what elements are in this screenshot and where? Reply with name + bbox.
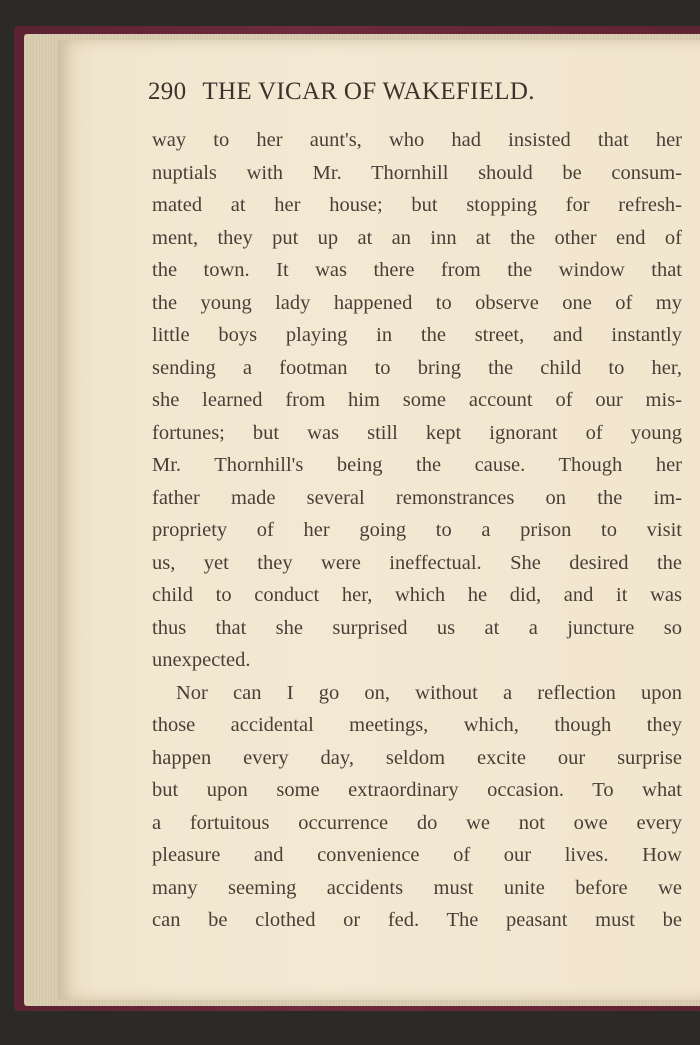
text-line: little boys playing in the street, and instantly xyxy=(152,324,682,346)
text-line: can be clothed or fed. The peasant must be xyxy=(152,909,682,931)
paragraph-start-line: Nor can I go on, without a reflection upon xyxy=(176,681,682,704)
body-text xyxy=(152,124,682,937)
running-title: THE VICAR OF WAKEFIELD. xyxy=(202,78,535,105)
text-line: nuptials with Mr. Thornhill should be consum- xyxy=(152,161,682,184)
text-line: thus that she surprised us at a juncture so xyxy=(152,616,682,639)
page-number: 290 xyxy=(148,78,187,105)
text-line: ment, they put up at an inn at the other end of xyxy=(152,226,682,249)
text-line: propriety of her going to a prison to visit xyxy=(152,519,682,541)
text-line: us, yet they were ineffectual. She desired the xyxy=(152,551,682,574)
text-line: father made several remonstrances on the im- xyxy=(152,486,682,509)
text-line: unexpected. xyxy=(152,649,251,671)
text-line: happen every day, seldom excite our surprise xyxy=(152,746,682,769)
text-line: she learned from him some account of our mis- xyxy=(152,389,682,411)
text-line: Mr. Thornhill's being the cause. Though her xyxy=(152,454,682,476)
text-line: the town. It was there from the window that xyxy=(152,259,682,281)
text-line: those accidental meetings, which, though they xyxy=(152,714,682,736)
text-line: but upon some extraordinary occasion. To what xyxy=(152,779,682,801)
text-line: way to her aunt's, who had insisted that her xyxy=(152,129,682,151)
text-line: child to conduct her, which he did, and it was xyxy=(152,584,682,606)
text-line: pleasure and convenience of our lives. How xyxy=(152,844,682,866)
text-line: fortunes; but was still kept ignorant of young xyxy=(152,421,682,444)
text-line: sending a footman to bring the child to her, xyxy=(152,356,682,379)
text-line: a fortuitous occurrence do we not owe every xyxy=(152,811,682,834)
text-line: many seeming accidents must unite before we xyxy=(152,876,682,899)
text-line: the young lady happened to observe one of my xyxy=(152,291,682,314)
text-line: mated at her house; but stopping for refresh- xyxy=(152,194,682,216)
running-header xyxy=(148,78,688,106)
